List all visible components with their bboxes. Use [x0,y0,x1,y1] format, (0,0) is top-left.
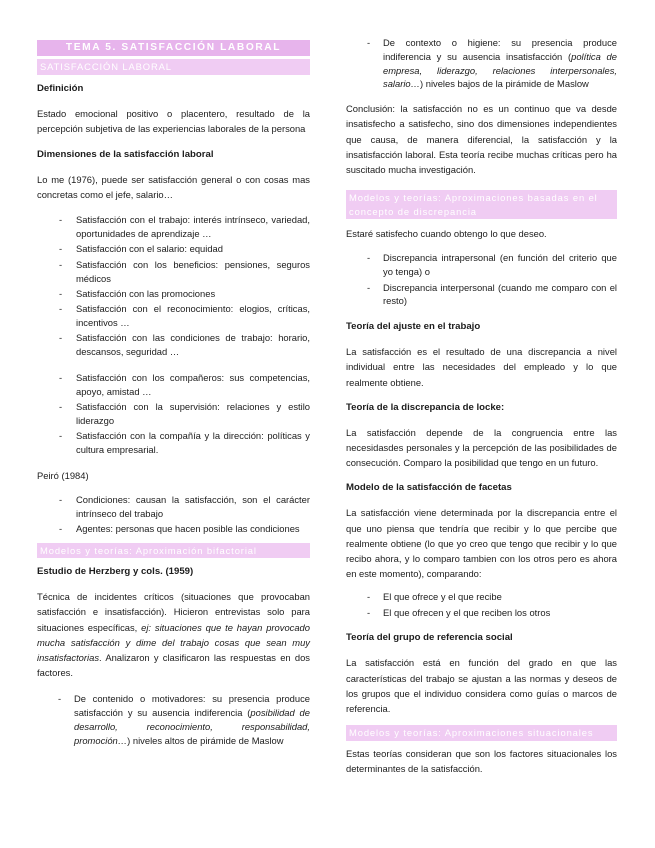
contenido-text-b: ) niveles altos de pirámide de Maslow [127,734,284,746]
conclusion-text: Conclusión: la satisfacción no es un continuo que va desde insatisfecho a satisfecho, sino dos dimensiones independientes que causa, de manera diferencial, la satisfacción y la insatisfacción laboral. Esta teoría recibe muchas críticas pero ha suscitado mucha investigación. [346,103,617,175]
list-item: - Satisfacción con los compañeros: sus competencias, apoyo, amistad … [37,371,310,399]
list-item: - Satisfacción con la compañía y la dirección: políticas y cultura empresarial. [37,429,310,457]
locke-text: La satisfacción depende de la congruencia entre las necesidasdes personales y la percepción de las posibilidades de consecución. Comparo la posibilidad que tengo en un futuro. [346,426,617,469]
discrepancia-list [346,251,617,308]
situacionales-text: Estas teorías consideran que son los factores situacionales los determinantes de la satisfacción. [346,747,617,774]
dimensiones-intro: Lo me (1976), puede ser satisfacción general o con cosas mas concretas como el jefe, salario… [37,173,310,201]
definicion-heading: Definición [37,82,84,94]
grupo-heading: Teoría del grupo de referencia social [346,632,513,644]
herzberg-text-example: ej: situaciones que te hayan provocado mucha satisfacción y dime del trabajo cosas que sean muy insatisfactorias [37,621,310,663]
list-item: - Agentes: personas que hacen posible las condiciones [37,522,310,536]
left-column [37,40,310,758]
list-item: - Satisfacción con el reconocimiento: elogios, críticas, incentivos … [37,302,310,330]
document-title: TEMA 5. SATISFACCIÓN LABORAL [37,40,310,56]
dimensiones-heading: Dimensiones de la satisfacción laboral [37,148,214,160]
facetas-text: La satisfacción viene determinada por la discrepancia entre el que uno piensa que tendría que recibir y lo que percibe que realmente obtiene (lo que yo creo que tengo que recibir y lo que recibo ahora, y lo comparo tambien con los otros pero es ahora en este momento), comparando: [346,507,617,580]
right-column [346,36,617,785]
ajuste-text: La satisfacción es el resultado de una discrepancia a nivel individual entre las necesidades del empleado y lo que realmente obtiene. [346,346,617,388]
section-banner-situacionales: Modelos y teorías: Aproximaciones situacionales [346,725,617,741]
herzberg-heading: Estudio de Herzberg y cols. (1959) [37,566,194,578]
list-item: - Discrepancia interpersonal (cuando me comparo con el resto) [346,281,617,309]
list-item [346,36,617,91]
herzberg-list [37,692,310,747]
list-item: - Discrepancia intrapersonal (en función del criterio que yo tenga) o [346,251,617,279]
section-banner-bifactorial: Modelos y teorías: Aproximación bifactorial [37,543,310,559]
list-item: - Satisfacción con la supervisión: relaciones y estilo liderazgo [37,400,310,428]
list-item [37,692,310,747]
facetas-heading: Modelo de la satisfacción de facetas [346,482,512,494]
list-item: - Condiciones: causan la satisfacción, son el carácter intrínseco del trabajo [37,493,310,521]
contexto-list [346,36,617,91]
list-item: - Satisfacción con las promociones [37,287,310,301]
contexto-examples: política de empresa, liderazgo, relaciones interpersonales, salario… [383,50,617,90]
contenido-text-a: De contenido o motivadores: su presencia produce satisfacción y su ausencia indiferencia ( [74,693,310,719]
contexto-text-a: De contexto o higiene: su presencia produce indiferencia y su ausencia insatisfacción ( [383,37,617,62]
definicion-text: Estado emocional positivo o placentero, resultado de la percepción subjetiva de las experiencias laborales de la persona [37,107,310,134]
discrepancia-intro: Estaré satisfecho cuando obtengo lo que deseo. [346,228,547,240]
list-item: - Satisfacción con los beneficios: pensiones, seguros médicos [37,258,310,286]
section-banner-discrepancia: Modelos y teorías: Aproximaciones basadas en el concepto de discrepancia [346,190,617,219]
peiro-list [37,493,310,536]
list-item: - Satisfacción con las condiciones de trabajo: horario, descansos, seguridad … [37,331,310,359]
locke-heading: Teoría de la discrepancia de locke: [346,401,505,413]
list-item: - Satisfacción con el trabajo: interés intrínseco, variedad, oportunidades de aprendizaje … [37,213,310,241]
section-banner-satisfaccion: SATISFACCIÓN LABORAL [37,59,310,75]
herzberg-text-b: . Analizaron y clasificaron las respuestas en dos factores. [37,651,310,679]
list-item: - El que ofrecen y el que reciben los otros [346,606,617,620]
dimensiones-list [37,213,310,456]
herzberg-text [37,589,310,680]
facetas-list [346,590,617,619]
contexto-text-b: ) niveles bajos de la pirámide de Maslow [420,78,589,90]
peiro-intro: Peiró (1984) [37,469,89,481]
list-item: - Satisfacción con el salario: equidad [37,242,310,256]
list-item: - El que ofrece y el que recibe [346,590,617,604]
herzberg-text-a: Técnica de incidentes críticos (situaciones que provocaban satisfacción e insatisfacción). Hicieron entrevistas solo para situaciones específicas, [37,591,310,633]
ajuste-heading: Teoría del ajuste en el trabajo [346,321,481,333]
grupo-text: La satisfacción está en función del grado en que las características del trabajo se ajustan a las normas y deseos de los grupos que el individuo considera como guías o marcos de referencia. [346,657,617,715]
contenido-examples: posibilidad de desarrollo, reconocimiento, responsabilidad, promoción… [74,707,310,746]
